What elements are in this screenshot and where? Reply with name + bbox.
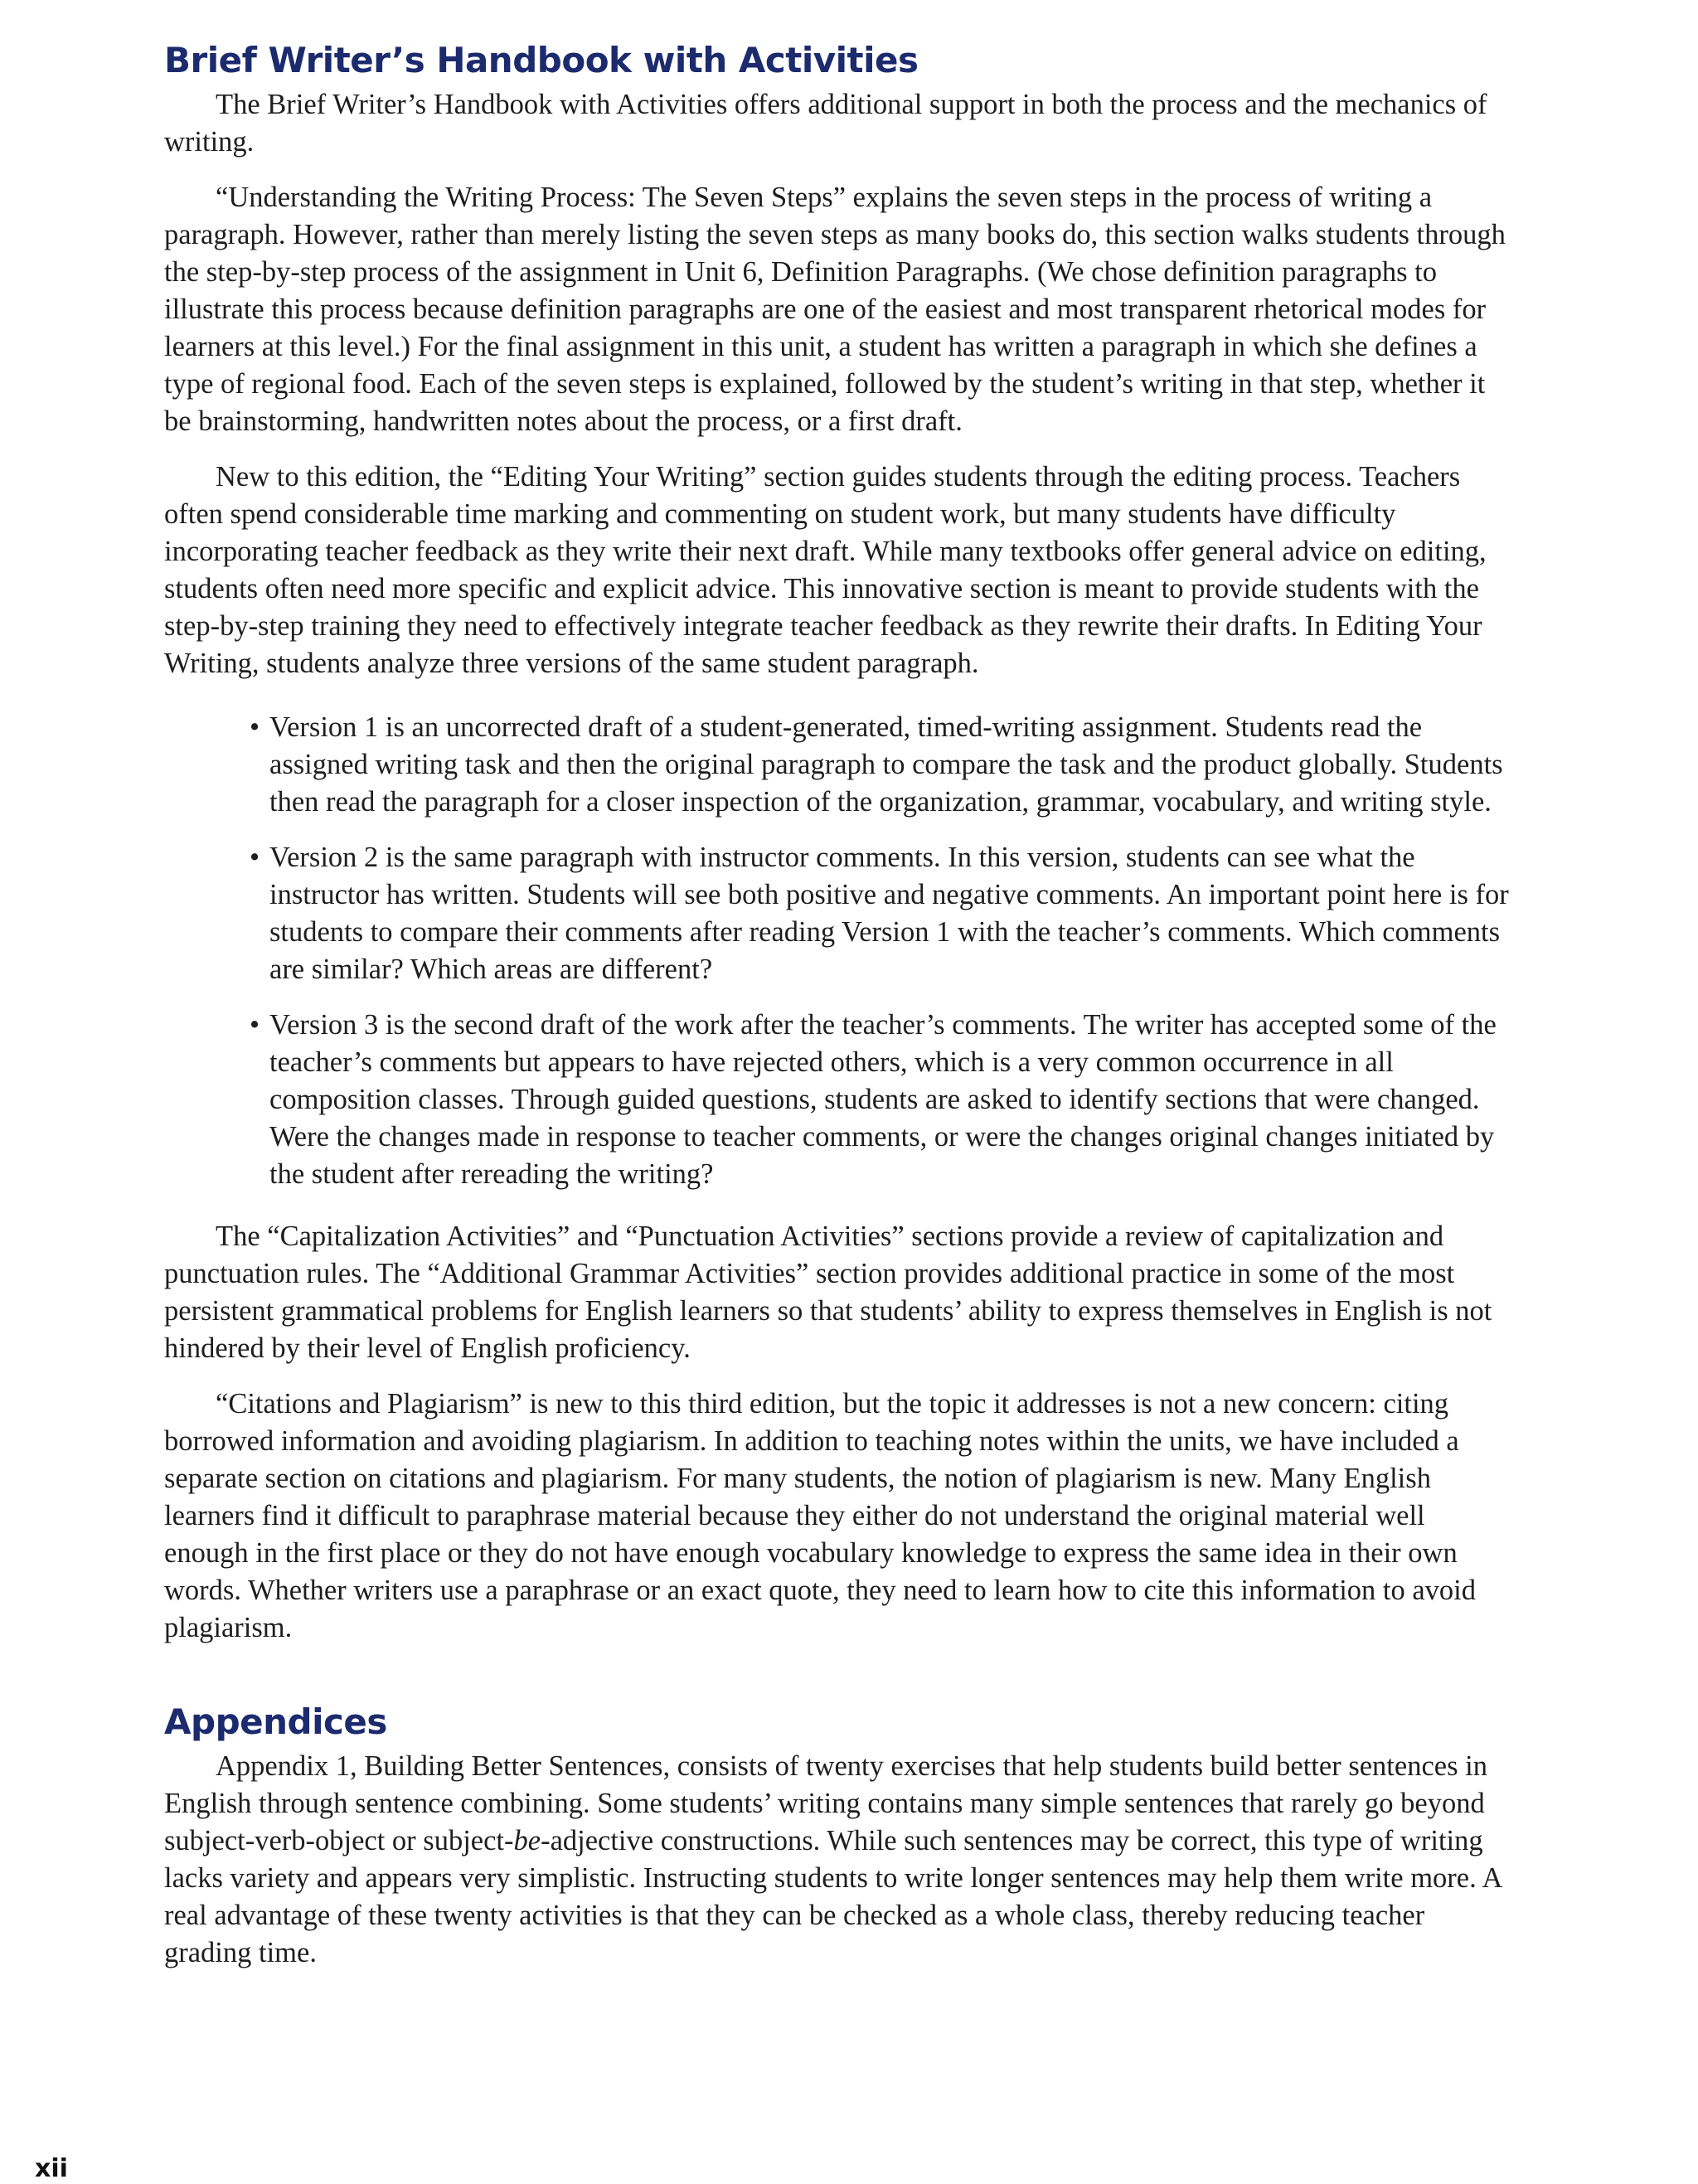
body-paragraph — [164, 1748, 1509, 1972]
italic-term: be — [513, 1825, 541, 1857]
paragraph-text: -adjective constructions. While such sentences may be correct, this type of writing lacks variety and appears very simplistic. Instructing students to write longer sentences may help them write more. A real advantage of these twenty activities is that they can be checked as a whole class, thereby reducing teacher grading time. — [164, 1825, 1502, 1969]
page-number: xii — [35, 2154, 68, 2183]
section-brief-writers-handbook — [164, 41, 1509, 1647]
body-paragraph: The “Capitalization Activities” and “Punctuation Activities” sections provide a review of capitalization and punctuation rules. The “Additional Grammar Activities” section provides additional practice in some of the most persistent grammatical problems for English learners so that students’ ability to express themselves in English is not hindered by their level of English proficiency. — [164, 1221, 1492, 1365]
version-bullet-list — [164, 709, 1509, 1193]
body-paragraph: The Brief Writer’s Handbook with Activities offers additional support in both the process and the mechanics of writing. — [164, 89, 1487, 158]
paragraph-text: Appendix 1, Building Better Sentences, consists of twenty exercises that help students build better sentences in English through sentence combining. Some students’ writing contains many simple sentences that rarely go beyond subject-verb-object or subject- — [164, 1750, 1487, 1857]
section-heading: Appendices — [164, 1701, 387, 1743]
section-heading: Brief Writer’s Handbook with Activities — [164, 40, 919, 80]
bullet-item: • Version 2 is the same paragraph with instructor comments. In this version, students can see what the instructor has written. Students will see both positive and negative comments. An important point here is for students to compare their comments after reading Version 1 with the teacher’s comments. Which comments are similar? Which areas are different? — [269, 839, 1509, 988]
bullet-item: • Version 1 is an uncorrected draft of a student-generated, timed-writing assignment. Students read the assigned writing task and then the original paragraph to compare the task and the product globally. Students then read the paragraph for a closer inspection of the organization, grammar, vocabulary, and writing style. — [269, 709, 1509, 821]
body-paragraph: “Understanding the Writing Process: The Seven Steps” explains the seven steps in the process of writing a paragraph. However, rather than merely listing the seven steps as many books do, this section walks students through the step-by-step process of the assignment in Unit 6, Definition Paragraphs. (We chose definition paragraphs to illustrate this process because definition paragraphs are one of the easiest and most transparent rhetorical modes for learners at this level.) For the final assignment in this unit, a student has written a paragraph in which she defines a type of regional food. Each of the seven steps is explained, followed by the student’s writing in that step, whether it be brainstorming, handwritten notes about the process, or a first draft. — [164, 182, 1506, 438]
section-appendices — [164, 1703, 1509, 1972]
body-paragraph: “Citations and Plagiarism” is new to this third edition, but the topic it addresses is not a new concern: citing borrowed information and avoiding plagiarism. In addition to teaching notes within the units, we have included a separate section on citations and plagiarism. For many students, the notion of plagiarism is new. Many English learners find it difficult to paraphrase material because they either do not understand the original material well enough in the first place or they do not have enough vocabulary knowledge to express the same idea in their own words. Whether writers use a paraphrase or an exact quote, they need to learn how to cite this information to avoid plagiarism. — [164, 1388, 1477, 1644]
body-paragraph: New to this edition, the “Editing Your Writing” section guides students through the editing process. Teachers often spend considerable time marking and commenting on student work, but many students have difficulty incorporating teacher feedback as they write their next draft. While many textbooks offer general advice on editing, students often need more specific and explicit advice. This innovative section is meant to provide students with the step-by-step training they need to effectively integrate teacher feedback as they rewrite their drafts. In Editing Your Writing, students analyze three versions of the same student paragraph. — [164, 461, 1487, 680]
document-page — [164, 41, 1509, 1990]
bullet-item: • Version 3 is the second draft of the work after the teacher’s comments. The writer has accepted some of the teacher’s comments but appears to have rejected others, which is a very common occurrence in all composition classes. Through guided questions, students are asked to identify sections that were changed. Were the changes made in response to teacher comments, or were the changes original changes initiated by the student after rereading the writing? — [269, 1007, 1509, 1193]
